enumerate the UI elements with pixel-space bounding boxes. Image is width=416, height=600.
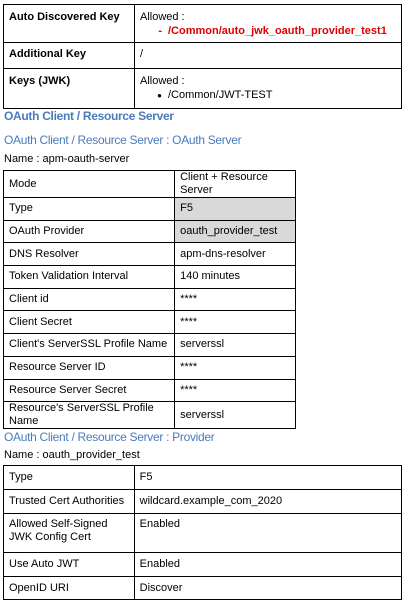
key-cell: Trusted Cert Authorities — [4, 490, 135, 514]
value-cell: / — [134, 43, 401, 69]
value-cell: apm-dns-resolver — [175, 243, 296, 266]
table-row — [4, 243, 296, 266]
key-cell: Additional Key — [4, 43, 135, 69]
key-cell: Use Auto JWT — [4, 553, 135, 577]
list-item — [140, 89, 396, 102]
server-name-label: Name : apm-oauth-server — [4, 153, 130, 165]
keys-table — [3, 4, 402, 109]
key-cell: Resource Server Secret — [4, 379, 175, 402]
provider-table — [3, 465, 402, 600]
table-row — [4, 379, 296, 402]
provider-name-label: Name : oauth_provider_test — [4, 449, 140, 461]
bullet-marker: ● — [157, 91, 162, 100]
value-cell: Enabled — [134, 514, 401, 553]
key-cell: Resource Server ID — [4, 356, 175, 379]
key-path: /Common/auto_jwk_oauth_provider_test1 — [167, 25, 387, 37]
table-row — [4, 490, 402, 514]
dash-marker: - — [158, 25, 162, 37]
table-row — [4, 198, 296, 221]
table-row — [4, 466, 402, 490]
key-cell: Keys (JWK) — [4, 69, 135, 109]
value-cell: Enabled — [134, 553, 401, 577]
table-row — [4, 577, 402, 600]
value-cell: 140 minutes — [175, 266, 296, 289]
table-row — [4, 514, 402, 553]
key-cell: Token Validation Interval — [4, 266, 175, 289]
list-item — [140, 25, 396, 38]
value-cell: F5 — [134, 466, 401, 490]
value-cell: **** — [175, 288, 296, 311]
value-cell: wildcard.example_com_2020 — [134, 490, 401, 514]
key-cell: Mode — [4, 171, 175, 198]
key-cell: Resource's ServerSSL Profile Name — [4, 402, 175, 429]
value-cell: serverssl — [175, 334, 296, 357]
value-cell: **** — [175, 311, 296, 334]
value-cell: **** — [175, 356, 296, 379]
value-cell: Discover — [134, 577, 401, 600]
value-cell: **** — [175, 379, 296, 402]
provider-heading: OAuth Client / Resource Server : Provider — [4, 430, 215, 444]
table-row — [4, 311, 296, 334]
value-cell — [134, 5, 401, 43]
section-heading: OAuth Client / Resource Server — [4, 109, 174, 123]
value-cell: F5 — [175, 198, 296, 221]
key-cell: Client's ServerSSL Profile Name — [4, 334, 175, 357]
allowed-label: Allowed : — [139, 75, 185, 87]
table-row — [4, 171, 296, 198]
table-row — [4, 5, 402, 43]
server-heading: OAuth Client / Resource Server : OAuth Server — [4, 133, 242, 147]
key-cell: OpenID URI — [4, 577, 135, 600]
key-cell: Client Secret — [4, 311, 175, 334]
table-row — [4, 43, 402, 69]
key-cell: Allowed Self-Signed JWK Config Cert — [4, 514, 135, 553]
value-cell: Client + Resource Server — [175, 171, 296, 198]
table-row — [4, 402, 296, 429]
allowed-label: Allowed : — [139, 11, 185, 23]
key-cell: Type — [4, 466, 135, 490]
key-cell: Auto Discovered Key — [4, 5, 135, 43]
key-path: /Common/JWT-TEST — [167, 89, 273, 101]
key-cell: DNS Resolver — [4, 243, 175, 266]
table-row — [4, 69, 402, 109]
key-cell: Type — [4, 198, 175, 221]
value-cell — [134, 69, 401, 109]
table-row — [4, 553, 402, 577]
table-row — [4, 266, 296, 289]
table-row — [4, 220, 296, 243]
oauth-server-table — [3, 170, 296, 429]
value-cell: oauth_provider_test — [175, 220, 296, 243]
key-cell: OAuth Provider — [4, 220, 175, 243]
table-row — [4, 288, 296, 311]
key-cell: Client id — [4, 288, 175, 311]
value-cell: serverssl — [175, 402, 296, 429]
table-row — [4, 334, 296, 357]
table-row — [4, 356, 296, 379]
